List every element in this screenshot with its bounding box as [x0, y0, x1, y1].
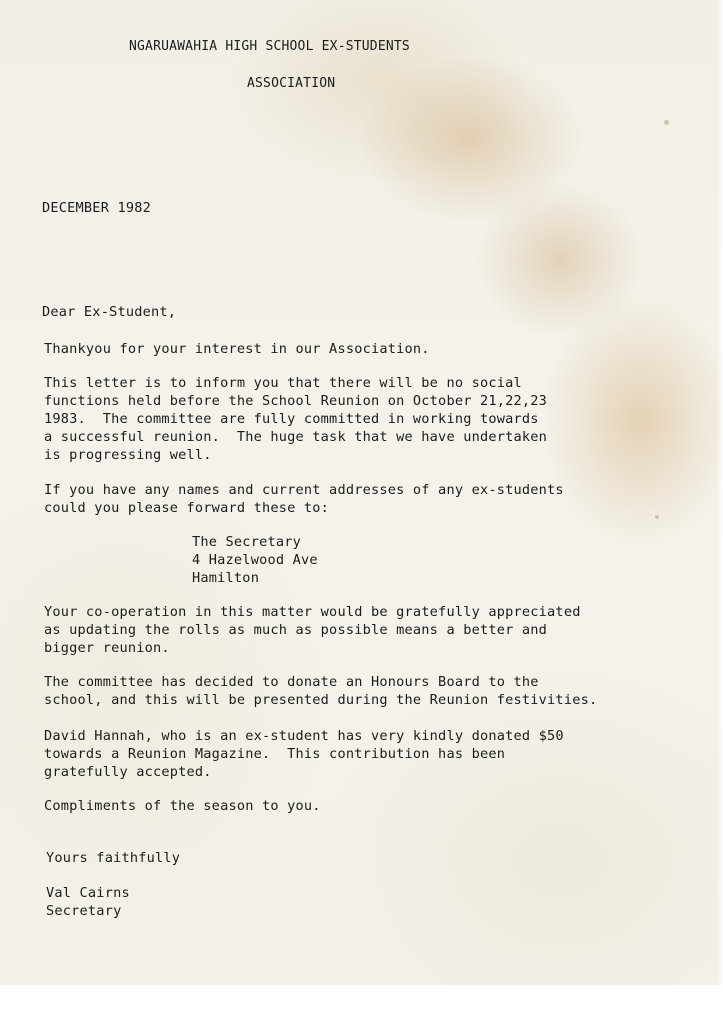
paragraph-line: school, and this will be presented during the Reunion festivities. [44, 692, 598, 708]
paragraph-line: Compliments of the season to you. [44, 798, 321, 814]
signatory-title: Secretary [46, 903, 122, 919]
closing: Yours faithfully [46, 850, 181, 866]
paragraph-line: towards a Reunion Magazine. This contribution has been [44, 746, 506, 762]
salutation: Dear Ex-Student, [42, 304, 177, 320]
paragraph-line: could you please forward these to: [44, 500, 330, 516]
paragraph-line: If you have any names and current addresses of any ex-students [44, 482, 564, 498]
page-bottom-margin [0, 985, 723, 1024]
paragraph-line: as updating the rolls as much as possible means a better and [44, 622, 548, 638]
paragraph-line: This letter is to inform you that there will be no social [44, 375, 522, 391]
address-line: 4 Hazelwood Ave [192, 552, 318, 568]
paragraph-line: is progressing well. [44, 447, 212, 463]
paragraph-line: gratefully accepted. [44, 764, 212, 780]
paragraph-line: functions held before the School Reunion on October 21,22,23 [44, 393, 548, 409]
paragraph-line: bigger reunion. [44, 640, 170, 656]
letterhead-line-2: ASSOCIATION [247, 76, 336, 91]
stain-mark [664, 120, 669, 125]
letterhead-line-1: NGARUAWAHIA HIGH SCHOOL EX-STUDENTS [129, 39, 410, 54]
paragraph-line: Your co-operation in this matter would be gratefully appreciated [44, 604, 581, 620]
paragraph-line: The committee has decided to donate an Honours Board to the [44, 674, 539, 690]
signatory-name: Val Cairns [46, 885, 130, 901]
address-line: The Secretary [192, 534, 301, 550]
paragraph-line: Thankyou for your interest in our Association. [44, 341, 430, 357]
paragraph-line: 1983. The committee are fully committed in working towards [44, 411, 539, 427]
paragraph-line: a successful reunion. The huge task that we have undertaken [44, 429, 548, 445]
letter-date: DECEMBER 1982 [42, 200, 151, 216]
page-edge [717, 0, 723, 985]
stain-mark [655, 515, 659, 519]
paragraph-line: David Hannah, who is an ex-student has very kindly donated $50 [44, 728, 564, 744]
address-line: Hamilton [192, 570, 260, 586]
